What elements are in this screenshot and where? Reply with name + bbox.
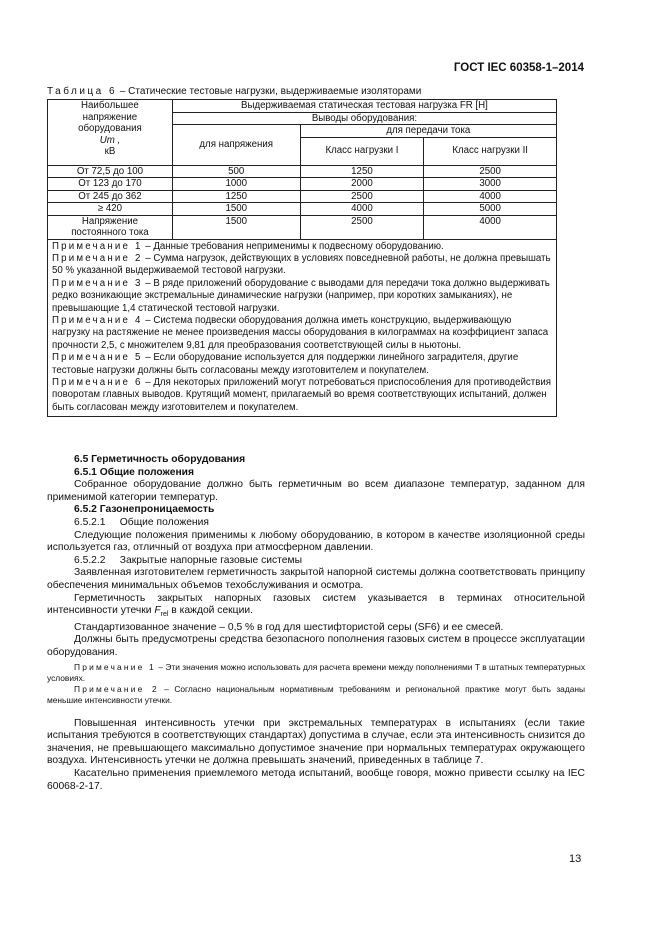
heading-6-5-2-1: 6.5.2.1 Общие положения: [74, 516, 209, 528]
symbol-subscript: rel: [160, 611, 169, 619]
header-class-2: Класс нагрузки II: [424, 137, 557, 165]
note-label: Примечание 3: [52, 277, 143, 289]
table-cell: 1000: [172, 178, 300, 191]
note-text: – Для некоторых приложений могут потребоваться приспособления для противодействия поворотам главных выводов. Крутящий момент, прилагаемый во время соответствующих испытаний, должен быть согласован между изготовителем и покупателем.: [52, 376, 552, 413]
note-label: Примечание 2: [52, 252, 143, 264]
header-for-current: для передачи тока: [300, 125, 556, 138]
header-test-load: Выдерживаемая статическая тестовая нагрузка FR [H]: [172, 100, 556, 113]
header-voltage-line: кВ: [104, 146, 116, 157]
table-row: [48, 178, 557, 191]
header-voltage-line: напряжение: [82, 111, 138, 123]
table-notes: [48, 239, 557, 417]
table-row: [48, 215, 557, 239]
paragraph: Повышенная интенсивность утечки при экстремальных температурах в испытаниях (если такие испытания требуются в соответствующих стандартах) допустима в случае, если эта интенсивность снизится до значения, не превышающего максимально допустимое значение при нормальных температурах окружающего воздуха. Интенсивность утечки не должна превышать значений, приведенных в таблице 7.: [47, 717, 585, 767]
table-note: [52, 352, 552, 377]
header-class-1: Класс нагрузки I: [300, 137, 424, 165]
table-note: [52, 278, 552, 315]
page-number: 13: [569, 853, 582, 865]
table-caption: [47, 86, 421, 97]
table-cell: Напряжение постоянного тока: [48, 215, 173, 239]
section-body: [47, 454, 585, 793]
paragraph: Собранное оборудование должно быть герметичным во всем диапазоне температур, заданном для применимой категории температур.: [47, 479, 585, 503]
table-cell: 2500: [300, 190, 424, 203]
header-for-voltage: для напряжения: [172, 125, 300, 166]
table-caption-label: Таблица 6: [47, 86, 118, 97]
symbol: F: [154, 605, 161, 617]
table-note: [52, 241, 552, 253]
heading-6-5-2: 6.5.2 Газонепроницаемость: [74, 504, 215, 516]
table-cell: 2500: [300, 215, 424, 239]
table-cell: 1250: [172, 190, 300, 203]
note-text: – Если оборудование используется для поддержки линейного заградителя, другие тестовые нагрузки должны быть согласованы между изготовителем и покупателем.: [52, 352, 519, 376]
table-cell: От 245 до 362: [48, 190, 173, 203]
note-label: Примечание 4: [52, 314, 143, 326]
note-label: Примечание 1: [74, 661, 156, 672]
table-cell: 5000: [424, 203, 557, 216]
table-cell: ≥ 420: [48, 203, 173, 216]
table-note: [52, 315, 552, 352]
note: [47, 684, 585, 706]
note-text: – Система подвески оборудования должна иметь конструкцию, выдерживающую нагрузку на растяжение не менее произведения массы оборудования в килограммах на коэффициент запаса прочности 2,5, с множителем 9,81 для преобразования соответствующей силы в ньютоны.: [52, 314, 549, 351]
text: Герметичность закрытых напорных газовых систем указывается в терминах относительной интенсивности утечки: [47, 592, 585, 617]
paragraph: Стандартизованное значение – 0,5 % в год для шестифтористой серы (SF6) и ее смесей.: [74, 621, 504, 633]
paragraph: Заявленная изготовителем герметичность закрытой напорной системы должна соответствовать принципу обеспечения минимальных объемов техобслуживания и осмотра.: [47, 567, 585, 591]
table-note: [52, 253, 552, 278]
header-outputs: Выводы оборудования:: [172, 112, 556, 125]
header-voltage-line: оборудования: [78, 123, 142, 134]
note: [47, 662, 585, 684]
paragraph: Касательно применения приемлемого метода испытаний, вообще говоря, можно привести ссылку на IEC 60068-2-17.: [47, 767, 585, 792]
table-cell: От 72,5 до 100: [48, 165, 173, 178]
table-row: [48, 165, 557, 178]
heading-6-5: 6.5 Герметичность оборудования: [74, 454, 246, 465]
note-text: – Данные требования неприменимы к подвесному оборудованию.: [142, 240, 444, 252]
table-cell: 1500: [172, 203, 300, 216]
table-cell: 2000: [300, 178, 424, 191]
note-label: Примечание 1: [52, 240, 143, 252]
static-load-table: [47, 99, 557, 417]
header-voltage-line: Наибольшее: [81, 100, 139, 111]
document-header: ГОСТ IEC 60358-1–2014: [453, 62, 584, 74]
table-cell: 4000: [424, 215, 557, 239]
text: в каждой секции.: [168, 605, 253, 617]
header-voltage: [48, 100, 173, 166]
table-cell: 4000: [424, 190, 557, 203]
note-text: – Сумма нагрузок, действующих в условиях повседневной работы, не должна превышать 50 % указанной выдерживаемой тестовой нагрузки.: [52, 252, 551, 277]
note-text: – Согласно национальным нормативным требованиям и региональной практике могут быть заданы меньшие интенсивности утечки.: [47, 683, 586, 705]
table-cell: 4000: [300, 203, 424, 216]
table-row: [48, 203, 557, 216]
paragraph-leak-rate: [47, 593, 585, 622]
table-cell: 2500: [424, 165, 557, 178]
note-label: Примечание 6: [52, 376, 143, 388]
table-cell: 1250: [300, 165, 424, 178]
note-text: – В ряде приложений оборудование с выводами для передачи тока должно выдерживать редко возникающие экстремальные динамические нагрузки (например, при коротких замыканиях), не превышающие 1,4 статической тестовой нагрузки.: [52, 277, 550, 314]
paragraph: Должны быть предусмотрены средства безопасного пополнения газовых систем в процессе эксплуатации оборудования.: [47, 634, 585, 658]
paragraph: Следующие положения применимы к любому оборудованию, в котором в качестве изоляционной среды используется газ, отличный от воздуха при атмосферном давлении.: [47, 529, 585, 554]
note-text: – Эти значения можно использовать для расчета времени между пополнениями T в штатных температурных условиях.: [47, 661, 586, 683]
table-cell: 3000: [424, 178, 557, 191]
table-note: [52, 377, 552, 414]
header-voltage-line: Um ,: [99, 134, 121, 146]
heading-6-5-1: 6.5.1 Общие положения: [74, 466, 194, 478]
table-cell: 500: [172, 165, 300, 178]
note-label: Примечание 2: [74, 683, 159, 694]
table-row: [48, 190, 557, 203]
table-cell: От 123 до 170: [48, 178, 173, 191]
table-caption-text: – Статические тестовые нагрузки, выдерживаемые изоляторами: [117, 86, 422, 97]
note-label: Примечание 5: [52, 352, 143, 364]
table-cell: 1500: [172, 215, 300, 239]
heading-6-5-2-2: 6.5.2.2 Закрытые напорные газовые системы: [74, 554, 302, 566]
